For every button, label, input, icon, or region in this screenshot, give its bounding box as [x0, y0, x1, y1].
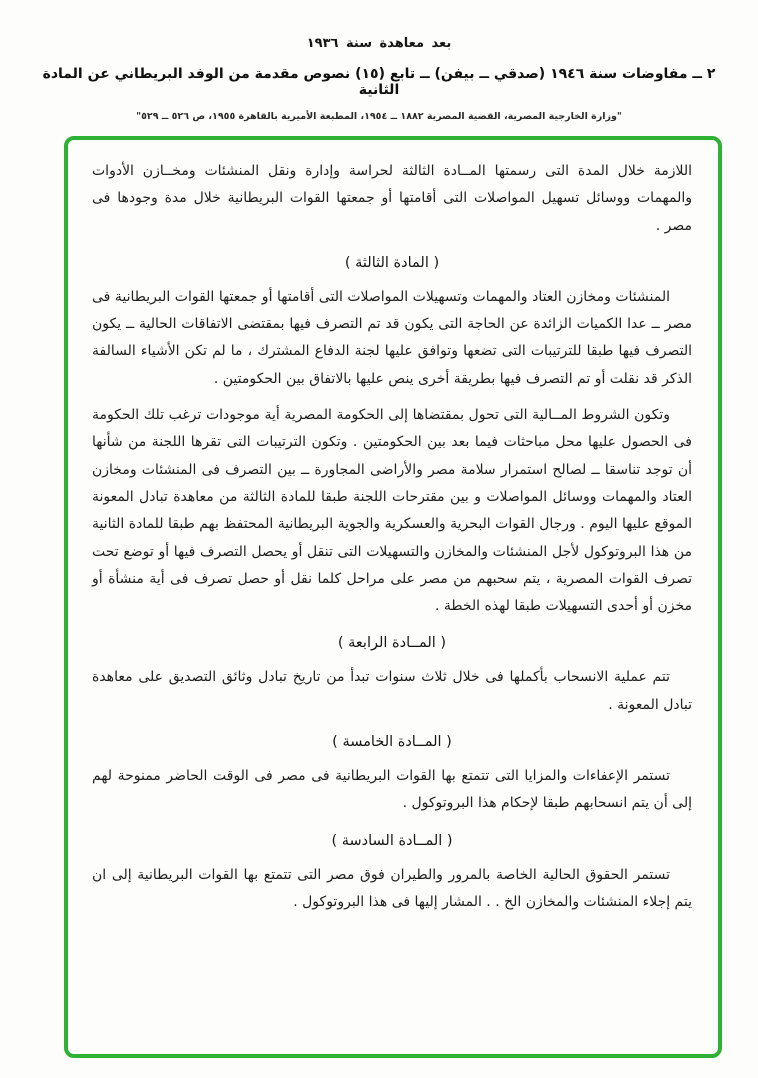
article-heading-fifth: ( المــادة الخامسة )	[332, 734, 452, 751]
paragraph-article-fifth: تستمر الإعفاءات والمزايا التى تتمتع بها القوات البريطانية فى مصر فى الوقت الحاضر ممنوحة لهم إلى أن يتم انسحابهم طبقا لإحكام هذا البروتوكول .	[92, 768, 692, 812]
document-heading: ٢ ــ مفاوضات سنة ١٩٤٦ (صدقي ــ بيفن) ــ تابع (١٥) نصوص مقدمة من الوفد البريطاني عن المادة الثانية	[42, 66, 716, 98]
page-title: بعد معاهدة سنة ١٩٣٦	[306, 36, 452, 51]
source-citation: "وزارة الخارجية المصرية، القضية المصرية ١٨٨٢ ــ ١٩٥٤، المطبعة الأميرية بالقاهرة ١٩٥٥، ص ٥٢٦ ــ ٥٢٩"	[136, 111, 622, 122]
page-header	[0, 0, 758, 122]
paragraph-article-sixth: تستمر الحقوق الحالية الخاصة بالمرور والطيران فوق مصر التى تتمتع بها القوات البريطانية إلى ان يتم إجلاء المنشئات والمخازن الخ . . المشار إليها فى هذا البروتوكول .	[92, 866, 692, 910]
article-heading-third: ( المادة الثالثة )	[344, 254, 440, 271]
article-heading-fourth: ( المــادة الرابعة )	[337, 635, 447, 652]
paragraph-continuation: اللازمة خلال المدة التى رسمتها المــادة الثالثة لحراسة وإدارة ونقل المنشئات ومخــازن الأدوات والمهمات ووسائل تسهيل المواصلات التى أقامتها أو جمعتها القوات البريطانية خلال مدة وجودها فى مصر .	[92, 163, 692, 234]
content-frame	[64, 136, 722, 1058]
paragraph-article-fourth: تتم عملية الانسحاب بأكملها فى خلال ثلاث سنوات تبدأ من تاريخ تبادل وثائق التصديق على معاهدة تبادل المعونة .	[92, 669, 692, 713]
paragraph-article-third-1: المنشئات ومخازن العتاد والمهمات وتسهيلات المواصلات التى أقامتها أو جمعتها القوات البريطانية فى مصر ــ عدا الكميات الزائدة عن الحاجة التى يكون قد تم التصرف فيها بمقتضى الاتفاقات الحالية ــ يكون التصرف فيها طبقا للترتيبات التى تضعها وتوافق عليها لجنة الدفاع المشترك ، ما لم تكن الأشياء السالفة الذكر قد نقلت أو تم التصرف فيها بطريقة أخرى ينص عليها بالاتفاق بين الحكومتين .	[92, 288, 692, 387]
paragraph-article-third-2: وتكون الشروط المــالية التى تحول بمقتضاها إلى الحكومة المصرية أية موجودات ترغب تلك الحكومة فى الحصول عليها محل مباحثات فيما بعد بين الحكومتين . وتكون الترتيبات التى تقرها اللجنة من شأنها أن توجد تناسقا ــ لصالح استمرار سلامة مصر والأراضى المجاورة ــ بين التصرف فى المنشئات ومخازن العتاد والمهمات ووسائل المواصلات و بين مقترحات اللجنة طبقا للمادة الثالثة من معاهدة تبادل المعونة الموقع عليها اليوم . ورجال القوات البحرية والعسكرية والجوية البريطانية المحتفظ بهم طبقا للمادة الثانية من هذا البروتوكول لأجل المنشئات والمخازن والتسهيلات التى تنقل أو يحصل التصرف فيها أو توضع تحت تصرف القوات المصرية ، يتم سحبهم من مصر على مراحل كلما نقل أو حصل تصرف فى أية منشأة أو مخزن أو أحدى التسهيلات طبقا لهذه الخطة .	[92, 407, 692, 615]
article-heading-sixth: ( المــادة السادسة )	[331, 832, 453, 849]
